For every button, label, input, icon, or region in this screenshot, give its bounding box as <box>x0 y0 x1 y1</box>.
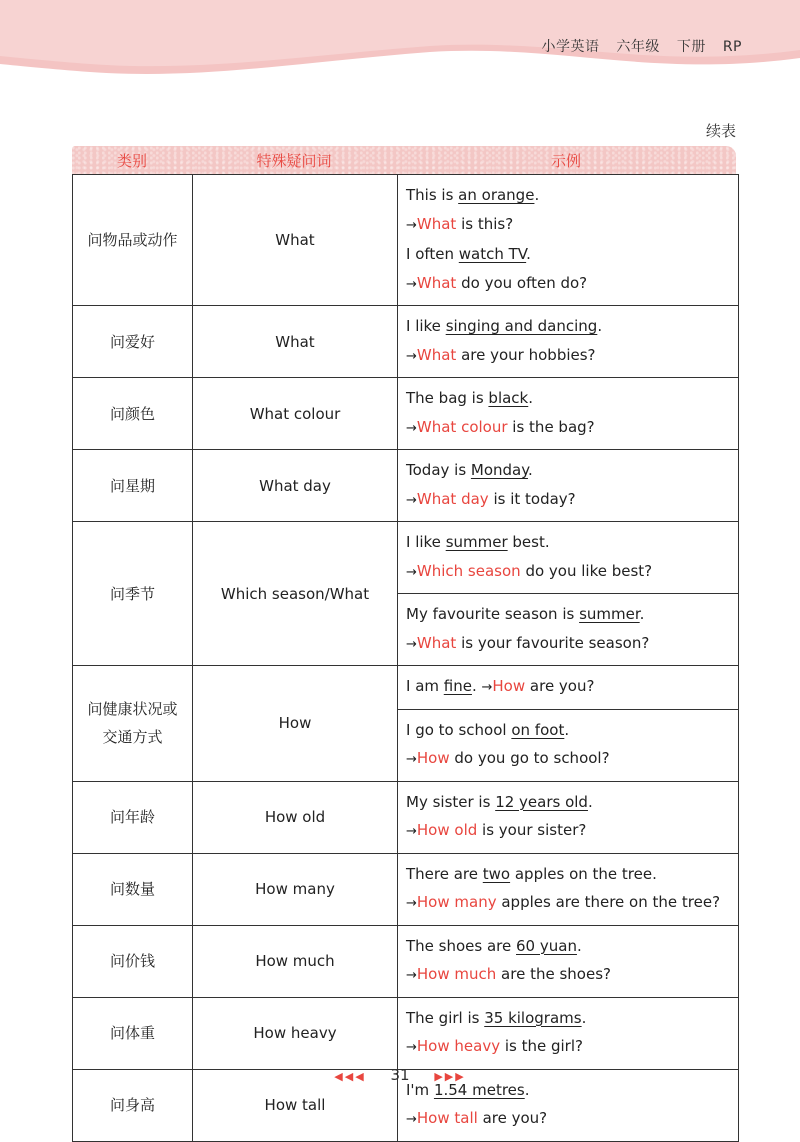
category-cell: 问爱好 <box>73 306 193 378</box>
sentence-text: do you often do? <box>456 273 588 292</box>
sentence-text: . <box>527 461 533 479</box>
sentence-text: are the shoes? <box>496 965 611 983</box>
question-word-highlight: How tall <box>416 1109 478 1127</box>
sentence-text: apples on the tree. <box>510 864 657 883</box>
example-cell <box>398 450 739 522</box>
question-word-cell: What <box>193 175 398 306</box>
example-cell <box>398 853 739 925</box>
question-word-cell: How old <box>193 781 398 853</box>
example-cell <box>398 925 739 997</box>
example-block <box>398 522 738 593</box>
sentence-text: I go to school <box>406 720 512 739</box>
category-cell <box>73 666 193 782</box>
header-edition: RP <box>722 39 742 55</box>
arrow-icon: → <box>406 564 417 580</box>
sentence-text: The bag is <box>406 389 489 407</box>
example-sentence <box>406 788 738 817</box>
question-word-highlight: What day <box>416 489 489 508</box>
category-line: 问健康状况或 <box>87 700 178 719</box>
example-sentence <box>406 1032 738 1063</box>
category-cell: 问物品或动作 <box>73 175 193 306</box>
question-word-highlight: How old <box>416 821 478 839</box>
sentence-text: are you? <box>477 1109 548 1127</box>
page-number: 31 <box>390 1066 410 1084</box>
table-row <box>73 175 739 306</box>
example-sentence <box>406 485 738 516</box>
sentence-text: is it today? <box>488 489 576 508</box>
sentence-text: I like <box>406 533 446 551</box>
example-block <box>398 926 738 997</box>
table-row <box>73 925 739 997</box>
example-sentence <box>406 960 738 991</box>
category-cell: 问年龄 <box>73 781 193 853</box>
underlined-answer: Monday <box>470 461 528 479</box>
question-word-highlight: Which season <box>416 561 521 580</box>
arrow-icon: → <box>406 420 417 436</box>
example-block <box>398 306 738 377</box>
header-subject: 小学英语 <box>541 39 600 55</box>
sentence-text: do you go to school? <box>449 749 610 767</box>
example-sentence <box>406 341 738 372</box>
table-header <box>72 146 736 174</box>
underlined-answer: 1.54 metres <box>433 1080 525 1099</box>
question-word-highlight: What <box>416 273 457 292</box>
example-sentence <box>406 557 738 588</box>
sentence-text: is this? <box>456 214 514 233</box>
arrow-icon: → <box>406 752 417 767</box>
question-word-highlight: What <box>416 633 457 652</box>
example-block <box>398 854 738 925</box>
table-row <box>73 306 739 378</box>
underlined-answer: summer <box>445 533 508 551</box>
arrow-icon: → <box>406 1040 417 1055</box>
sentence-text: best. <box>507 533 550 551</box>
example-sentence <box>406 816 738 847</box>
example-sentence <box>406 456 738 485</box>
sentence-text: . <box>639 605 645 623</box>
example-block <box>398 378 738 449</box>
question-word-cell: What day <box>193 450 398 522</box>
example-sentence <box>406 600 738 629</box>
sentence-text: The shoes are <box>406 936 517 955</box>
underlined-answer: on foot <box>511 720 565 739</box>
question-word-cell: What colour <box>193 378 398 450</box>
category-cell: 问体重 <box>73 997 193 1069</box>
sentence-text: . <box>597 317 603 335</box>
arrow-icon: → <box>406 276 417 292</box>
question-word-cell: How heavy <box>193 997 398 1069</box>
sentence-text: Today is <box>406 461 471 479</box>
question-word-highlight: What <box>416 214 457 233</box>
example-block <box>398 782 738 853</box>
sentence-text: . <box>564 720 570 739</box>
prev-page-arrows-icon: ◀◀◀ <box>334 1070 366 1083</box>
underlined-answer: an orange <box>458 186 535 204</box>
example-block <box>398 593 738 665</box>
example-block <box>398 998 738 1069</box>
underlined-answer: 60 yuan <box>516 936 577 955</box>
sentence-text: is your sister? <box>477 821 587 839</box>
header-grade: 六年级 <box>616 39 660 55</box>
underlined-answer: black <box>488 389 529 407</box>
arrow-icon: → <box>406 968 417 983</box>
sentence-text: . <box>587 792 593 811</box>
sentence-text: do you like best? <box>520 561 653 580</box>
example-block <box>398 666 738 709</box>
table-row <box>73 666 739 782</box>
category-cell: 问数量 <box>73 853 193 925</box>
example-sentence <box>406 888 738 919</box>
question-word-highlight: How much <box>416 965 497 983</box>
arrow-icon: → <box>406 217 417 233</box>
sentence-text: This is <box>406 186 459 204</box>
underlined-answer: fine <box>443 677 472 695</box>
sentence-text: I like <box>406 317 446 335</box>
example-sentence <box>406 312 738 341</box>
underlined-answer: 35 kilograms <box>484 1008 582 1027</box>
underlined-answer: watch TV <box>458 245 527 263</box>
table-row <box>73 781 739 853</box>
example-sentence <box>406 629 738 660</box>
example-cell <box>398 997 739 1069</box>
underlined-answer: singing and dancing <box>445 317 598 335</box>
arrow-icon: → <box>406 896 417 911</box>
example-sentence <box>406 384 738 413</box>
sentence-text: . <box>524 1080 530 1099</box>
table-row <box>73 378 739 450</box>
example-block <box>398 709 738 781</box>
sentence-text: are your hobbies? <box>456 345 596 364</box>
example-cell <box>398 666 739 782</box>
sentence-text: The girl is <box>406 1008 485 1027</box>
sentence-text: . <box>528 389 534 407</box>
example-sentence <box>406 744 738 775</box>
arrow-icon: → <box>406 348 417 364</box>
next-page-arrows-icon: ▶▶▶ <box>434 1070 466 1083</box>
example-sentence <box>406 413 738 444</box>
sentence-text: apples are there on the tree? <box>496 893 721 911</box>
arrow-icon: → <box>481 680 493 695</box>
sentence-text: is your favourite season? <box>456 633 650 652</box>
question-word-cell: How many <box>193 853 398 925</box>
table-row <box>73 853 739 925</box>
sentence-text: . <box>534 186 540 204</box>
example-sentence <box>406 1104 738 1135</box>
sentence-text: is the bag? <box>507 417 595 436</box>
table-row <box>73 522 739 666</box>
underlined-answer: summer <box>579 605 640 623</box>
example-sentence <box>406 672 738 703</box>
arrow-icon: → <box>406 824 417 839</box>
sentence-text: . <box>471 677 482 695</box>
sentence-text: I often <box>406 245 459 263</box>
sentence-text: I'm <box>406 1080 434 1099</box>
sentence-text: There are <box>406 864 483 883</box>
question-words-table <box>72 174 739 1142</box>
sentence-text: . <box>576 936 582 955</box>
question-word-cell: How tall <box>193 1069 398 1141</box>
sentence-text: My favourite season is <box>406 605 580 623</box>
category-cell: 问季节 <box>73 522 193 666</box>
example-sentence <box>406 210 738 241</box>
page-footer <box>0 1066 800 1084</box>
example-cell <box>398 781 739 853</box>
example-block <box>398 175 738 305</box>
sentence-text: . <box>581 1008 587 1027</box>
example-block <box>398 450 738 521</box>
arrow-icon: → <box>406 636 417 652</box>
table-row <box>73 450 739 522</box>
example-sentence <box>406 269 738 300</box>
category-cell: 问颜色 <box>73 378 193 450</box>
underlined-answer: two <box>482 864 511 883</box>
underlined-answer: 12 years old <box>495 792 588 811</box>
question-word-highlight: How heavy <box>416 1037 501 1055</box>
question-word-highlight: What colour <box>416 417 508 436</box>
example-sentence <box>406 932 738 961</box>
question-word-cell: What <box>193 306 398 378</box>
question-word-cell: How <box>193 666 398 782</box>
question-word-highlight: How <box>416 749 450 767</box>
header-volume: 下册 <box>676 39 706 55</box>
question-word-cell: Which season/What <box>193 522 398 666</box>
question-word-highlight: How many <box>416 893 497 911</box>
category-cell: 问星期 <box>73 450 193 522</box>
example-sentence <box>406 716 738 745</box>
example-sentence <box>406 181 738 210</box>
question-word-highlight: What <box>416 345 457 364</box>
question-word-highlight: How <box>492 677 526 695</box>
column-header-examples: 示例 <box>550 151 581 170</box>
example-cell <box>398 175 739 306</box>
continued-label: 续表 <box>705 122 736 140</box>
category-line: 交通方式 <box>102 728 163 747</box>
example-sentence <box>406 1004 738 1033</box>
category-cell: 问价钱 <box>73 925 193 997</box>
arrow-icon: → <box>406 492 417 508</box>
sentence-text: is the girl? <box>500 1037 583 1055</box>
book-header <box>529 36 742 56</box>
question-word-cell: How much <box>193 925 398 997</box>
arrow-icon: → <box>406 1112 417 1127</box>
sentence-text: My sister is <box>406 792 496 811</box>
category-cell: 问身高 <box>73 1069 193 1141</box>
example-sentence <box>406 240 738 269</box>
example-cell <box>398 306 739 378</box>
table-row <box>73 997 739 1069</box>
example-sentence <box>406 528 738 557</box>
sentence-text: . <box>526 245 531 263</box>
example-cell <box>398 522 739 666</box>
sentence-text: are you? <box>525 677 595 695</box>
example-sentence <box>406 860 738 889</box>
example-cell <box>398 378 739 450</box>
sentence-text: I am <box>406 677 444 695</box>
column-header-category: 类别 <box>116 151 147 170</box>
column-header-question-word: 特殊疑问词 <box>256 151 332 170</box>
